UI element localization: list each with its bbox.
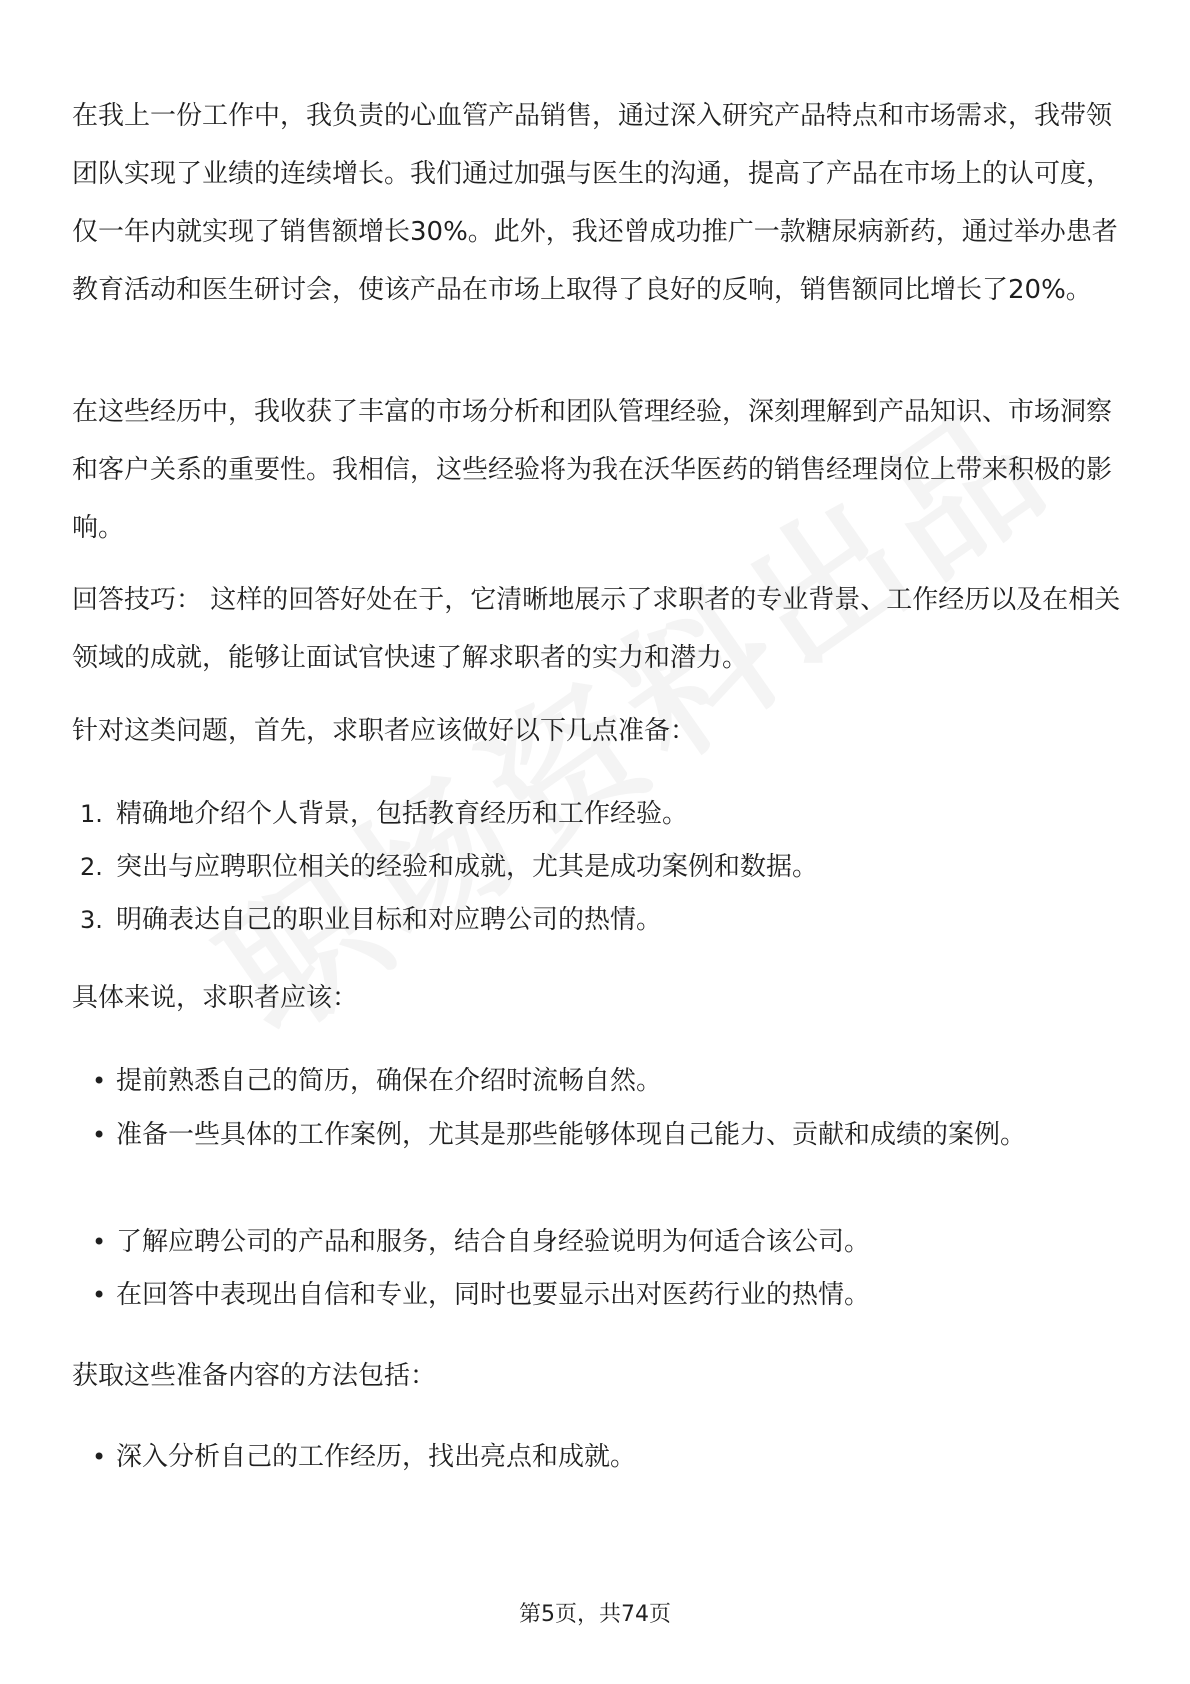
bullet-icon: • [92, 1067, 107, 1095]
list-item-text: 深入分析自己的工作经历，找出亮点和成就。 [116, 1442, 637, 1472]
paragraph-answer-tips: 回答技巧： 这样的回答好处在于，它清晰地展示了求职者的专业背景、工作经历以及在相关领域的成就，能够让面试官快速了解求职者的实力和潜力。 [72, 585, 1121, 673]
paragraph-methods-intro: 获取这些准备内容的方法包括： [72, 1361, 437, 1391]
bullet-icon: • [92, 1228, 107, 1256]
list-number: 2. [80, 853, 103, 881]
list-item-text: 准备一些具体的工作案例，尤其是那些能够体现自己能力、贡献和成绩的案例。 [116, 1120, 1027, 1150]
paragraph-specific-intro: 具体来说，求职者应该： [72, 983, 359, 1013]
list-number: 1. [80, 800, 103, 828]
list-item-text: 明确表达自己的职业目标和对应聘公司的热情。 [116, 905, 663, 935]
bullet-icon: • [92, 1121, 107, 1149]
paragraph-preparation-intro: 针对这类问题，首先，求职者应该做好以下几点准备： [72, 716, 697, 746]
bullet-icon: • [92, 1281, 107, 1309]
list-item-text: 了解应聘公司的产品和服务，结合自身经验说明为何适合该公司。 [116, 1227, 871, 1257]
list-item-text: 在回答中表现出自信和专业，同时也要显示出对医药行业的热情。 [116, 1280, 871, 1310]
paragraph-experience: 在我上一份工作中，我负责的心血管产品销售，通过深入研究产品特点和市场需求，我带领团队实现了业绩的连续增长。我们通过加强与医生的沟通，提高了产品在市场上的认可度，仅一年内就实现了销售额增长30%。此外，我还曾成功推广一款糖尿病新药，通过举办患者教育活动和医生研讨会，使该产品在市场上取得了良好的反响，销售额同比增长了20%。 [72, 101, 1118, 305]
page-number: 第5页，共74页 [519, 1602, 671, 1627]
bullet-icon: • [92, 1443, 107, 1471]
list-item-text: 精确地介绍个人背景，包括教育经历和工作经验。 [116, 799, 689, 829]
list-number: 3. [80, 906, 103, 934]
list-item-text: 提前熟悉自己的简历，确保在介绍时流畅自然。 [116, 1066, 663, 1096]
list-item-text: 突出与应聘职位相关的经验和成就，尤其是成功案例和数据。 [116, 852, 819, 882]
paragraph-lessons: 在这些经历中，我收获了丰富的市场分析和团队管理经验，深刻理解到产品知识、市场洞察和客户关系的重要性。我相信，这些经验将为我在沃华医药的销售经理岗位上带来积极的影响。 [72, 397, 1113, 543]
